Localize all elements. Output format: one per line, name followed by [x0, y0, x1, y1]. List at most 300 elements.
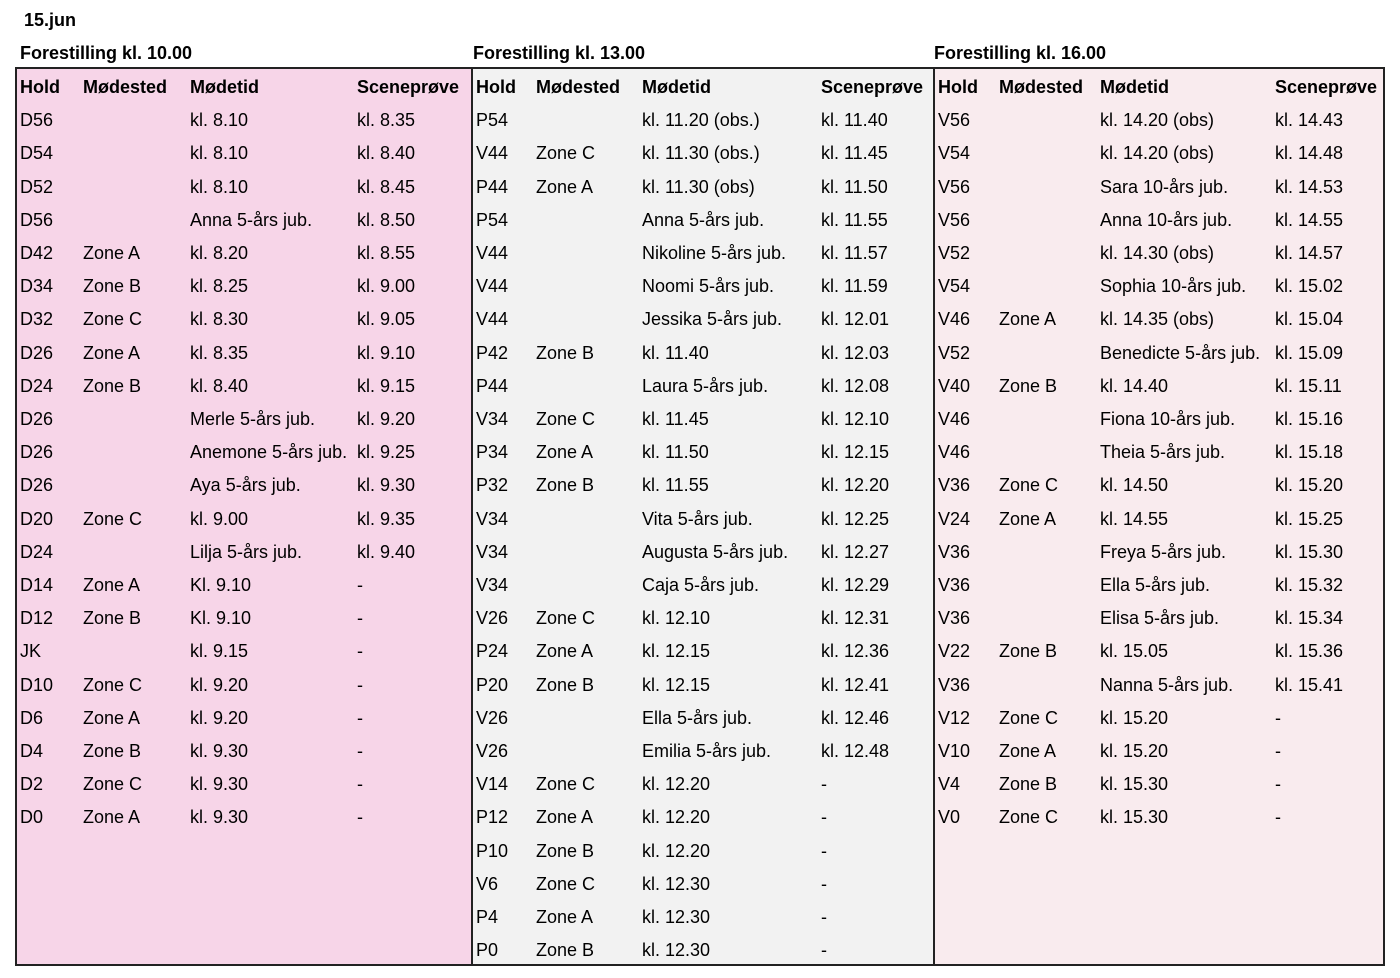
cell-sceneprove: - — [821, 907, 827, 927]
cell-modested: Zone B — [536, 475, 595, 496]
cell-sceneprove: kl. 12.41 — [821, 674, 890, 695]
table-row — [935, 503, 1383, 536]
cell-modetid: kl. 9.00 — [190, 508, 249, 529]
cell-modetid: Aya 5-års jub. — [190, 475, 301, 496]
cell-modetid: kl. 14.55 — [1100, 508, 1169, 529]
cell-modetid: kl. 11.50 — [642, 442, 709, 463]
section-title-1000: Forestilling kl. 10.00 — [20, 43, 193, 63]
table-row — [473, 801, 933, 834]
cell-modested: Zone C — [83, 508, 143, 529]
cell-hold: V14 — [476, 774, 509, 795]
cell-hold: V56 — [938, 176, 971, 197]
table-row — [935, 768, 1383, 801]
cell-modetid: kl. 12.15 — [642, 674, 711, 695]
cell-modetid: Caja 5-års jub. — [642, 575, 760, 595]
cell-hold: V22 — [938, 641, 971, 662]
cell-sceneprove: - — [821, 840, 827, 861]
cell-modested: Zone A — [999, 741, 1057, 761]
table-row — [935, 270, 1383, 303]
cell-modested: Zone A — [999, 508, 1057, 529]
cell-sceneprove: kl. 12.31 — [821, 608, 890, 629]
cell-modetid: Elisa 5-års jub. — [1100, 608, 1220, 629]
cell-modested: Zone B — [536, 840, 595, 861]
cell-hold: V36 — [938, 575, 971, 595]
cell-modetid: kl. 12.30 — [642, 940, 711, 961]
table-row — [935, 370, 1383, 403]
table-row — [935, 171, 1383, 204]
cell-sceneprove: kl. 12.25 — [821, 508, 890, 529]
cell-modetid: kl. 8.35 — [190, 342, 249, 363]
cell-sceneprove: kl. 15.16 — [1275, 409, 1344, 429]
cell-sceneprove: kl. 15.11 — [1275, 375, 1342, 396]
cell-modested: Zone C — [536, 774, 596, 795]
cell-hold: V44 — [476, 309, 509, 330]
cell-sceneprove: kl. 9.05 — [357, 309, 416, 330]
table-row — [17, 469, 471, 502]
table-row — [473, 702, 933, 735]
cell-modetid: kl. 8.40 — [190, 375, 249, 396]
table-row — [17, 337, 471, 370]
cell-modetid: Kl. 9.10 — [190, 608, 252, 629]
table-row — [473, 602, 933, 635]
cell-hold: V34 — [476, 409, 509, 429]
header-modested: Mødested — [999, 77, 1084, 97]
cell-sceneprove: kl. 12.08 — [821, 375, 890, 396]
cell-modetid: kl. 12.15 — [642, 641, 711, 662]
cell-sceneprove: kl. 8.35 — [357, 110, 416, 131]
cell-modetid: Anna 5-års jub. — [190, 209, 313, 230]
cell-sceneprove: kl. 12.10 — [821, 409, 890, 429]
cell-modetid: kl. 9.20 — [190, 707, 249, 728]
cell-sceneprove: kl. 11.55 — [821, 209, 888, 230]
cell-hold: D52 — [20, 176, 54, 197]
cell-hold: D34 — [20, 276, 54, 297]
cell-modetid: kl. 12.20 — [642, 807, 711, 828]
cell-modetid: kl. 14.40 — [1100, 375, 1169, 396]
cell-hold: V44 — [476, 143, 509, 164]
cell-modested: Zone A — [83, 243, 141, 263]
table-row — [473, 337, 933, 370]
cell-sceneprove: - — [357, 641, 363, 662]
cell-sceneprove: kl. 12.27 — [821, 541, 890, 562]
table-row — [935, 204, 1383, 237]
cell-modested: Zone A — [83, 342, 141, 363]
cell-modetid: kl. 12.20 — [642, 840, 711, 861]
cell-hold: V44 — [476, 243, 509, 263]
cell-modetid: kl. 11.45 — [642, 409, 709, 429]
cell-hold: P44 — [476, 176, 509, 197]
table-row — [473, 403, 933, 436]
cell-sceneprove: kl. 15.34 — [1275, 608, 1344, 629]
header-modetid: Mødetid — [642, 77, 711, 97]
section-title-1600: Forestilling kl. 16.00 — [934, 43, 1107, 63]
cell-modetid: Freya 5-års jub. — [1100, 541, 1227, 562]
cell-hold: D56 — [20, 110, 54, 131]
cell-sceneprove: kl. 15.41 — [1275, 674, 1344, 695]
cell-sceneprove: kl. 14.53 — [1275, 176, 1344, 197]
cell-hold: V52 — [938, 243, 971, 263]
cell-modested: Zone A — [83, 575, 141, 595]
cell-hold: D2 — [20, 774, 44, 795]
table-row — [473, 137, 933, 170]
cell-modested: Zone B — [83, 608, 142, 629]
cell-sceneprove: kl. 8.40 — [357, 143, 416, 164]
cell-sceneprove: - — [357, 608, 363, 629]
cell-modested: Zone A — [536, 442, 594, 463]
cell-modetid: Fiona 10-års jub. — [1100, 409, 1236, 429]
cell-hold: V54 — [938, 143, 971, 164]
cell-modested: Zone C — [999, 707, 1059, 728]
cell-hold: D20 — [20, 508, 54, 529]
table-row — [935, 669, 1383, 702]
cell-hold: V6 — [476, 873, 499, 894]
cell-sceneprove: kl. 9.25 — [357, 442, 416, 463]
cell-modested: Zone C — [83, 309, 143, 330]
cell-hold: D10 — [20, 674, 54, 695]
cell-sceneprove: - — [821, 873, 827, 894]
cell-sceneprove: kl. 14.48 — [1275, 143, 1344, 164]
table-row — [17, 137, 471, 170]
cell-hold: D26 — [20, 475, 54, 496]
cell-modetid: Vita 5-års jub. — [642, 508, 753, 529]
cell-hold: D26 — [20, 342, 54, 363]
cell-modested: Zone A — [83, 807, 141, 828]
cell-modetid: Theia 5-års jub. — [1100, 442, 1226, 463]
table-row — [17, 702, 471, 735]
cell-modetid: Anna 5-års jub. — [642, 209, 765, 230]
cell-sceneprove: kl. 15.25 — [1275, 508, 1344, 529]
cell-sceneprove: kl. 15.36 — [1275, 641, 1344, 662]
cell-modetid: Ella 5-års jub. — [1100, 575, 1211, 595]
cell-modetid: kl. 8.10 — [190, 143, 249, 164]
cell-modetid: kl. 14.20 (obs) — [1100, 110, 1215, 131]
table-row — [17, 104, 471, 137]
table-row — [935, 801, 1383, 834]
cell-modetid: kl. 11.20 (obs.) — [642, 110, 760, 131]
table-row — [17, 635, 471, 668]
cell-hold: V36 — [938, 608, 971, 629]
section-1000 — [17, 69, 471, 964]
table-row — [17, 801, 471, 834]
cell-sceneprove: kl. 9.40 — [357, 541, 416, 562]
cell-hold: V54 — [938, 276, 971, 297]
cell-sceneprove: kl. 9.20 — [357, 409, 416, 429]
cell-modetid: kl. 12.10 — [642, 608, 711, 629]
header-modested: Mødested — [83, 77, 168, 97]
cell-hold: D42 — [20, 243, 54, 263]
cell-hold: V24 — [938, 508, 971, 529]
cell-sceneprove: kl. 14.57 — [1275, 243, 1344, 263]
cell-hold: D0 — [20, 807, 44, 828]
table-row — [17, 370, 471, 403]
cell-sceneprove: kl. 9.10 — [357, 342, 416, 363]
cell-sceneprove: kl. 8.55 — [357, 243, 416, 263]
cell-sceneprove: - — [1275, 807, 1281, 828]
cell-modetid: kl. 9.30 — [190, 741, 249, 761]
header-row — [17, 71, 471, 104]
cell-modetid: kl. 11.55 — [642, 475, 709, 496]
cell-sceneprove: kl. 8.50 — [357, 209, 416, 230]
cell-sceneprove: kl. 9.00 — [357, 276, 416, 297]
cell-modetid: kl. 9.15 — [190, 641, 249, 662]
cell-modetid: kl. 14.50 — [1100, 475, 1169, 496]
cell-modested: Zone A — [536, 641, 594, 662]
cell-sceneprove: kl. 9.35 — [357, 508, 416, 529]
table-row — [935, 536, 1383, 569]
table-row — [17, 237, 471, 270]
cell-modetid: kl. 15.20 — [1100, 741, 1169, 761]
cell-hold: V46 — [938, 409, 971, 429]
cell-sceneprove: kl. 15.18 — [1275, 442, 1344, 463]
cell-hold: V34 — [476, 508, 509, 529]
cell-sceneprove: - — [1275, 741, 1281, 761]
table-row — [473, 635, 933, 668]
cell-hold: V56 — [938, 110, 971, 131]
cell-sceneprove: kl. 15.32 — [1275, 575, 1344, 595]
cell-modetid: Jessika 5-års jub. — [642, 309, 783, 330]
table-row — [935, 469, 1383, 502]
cell-sceneprove: kl. 12.29 — [821, 575, 890, 595]
cell-hold: D54 — [20, 143, 54, 164]
table-row — [935, 602, 1383, 635]
cell-sceneprove: kl. 12.20 — [821, 475, 890, 496]
cell-modetid: kl. 8.10 — [190, 110, 249, 131]
cell-modested: Zone C — [536, 143, 596, 164]
cell-modetid: kl. 8.30 — [190, 309, 249, 330]
cell-sceneprove: kl. 12.36 — [821, 641, 890, 662]
cell-sceneprove: kl. 8.45 — [357, 176, 416, 197]
cell-modetid: kl. 9.30 — [190, 807, 249, 828]
header-hold: Hold — [476, 77, 516, 97]
cell-hold: V34 — [476, 541, 509, 562]
cell-hold: V36 — [938, 674, 971, 695]
section-1600 — [933, 69, 1383, 964]
cell-hold: P44 — [476, 375, 509, 396]
cell-hold: V4 — [938, 774, 961, 795]
table-row — [935, 137, 1383, 170]
table-row — [935, 303, 1383, 336]
cell-modetid: Sophia 10-års jub. — [1100, 276, 1247, 297]
cell-modested: Zone B — [536, 674, 595, 695]
table-row — [17, 569, 471, 602]
cell-hold: V26 — [476, 707, 509, 728]
cell-sceneprove: - — [357, 774, 363, 795]
table-row — [935, 337, 1383, 370]
cell-sceneprove: - — [357, 807, 363, 828]
table-row — [935, 237, 1383, 270]
cell-modetid: kl. 11.30 (obs) — [642, 176, 755, 197]
cell-modetid: kl. 15.30 — [1100, 807, 1169, 828]
cell-modested: Zone C — [999, 475, 1059, 496]
cell-hold: V36 — [938, 541, 971, 562]
table-row — [935, 569, 1383, 602]
cell-modetid: Nanna 5-års jub. — [1100, 674, 1234, 695]
header-sceneprove: Sceneprøve — [357, 77, 460, 97]
cell-modetid: kl. 15.05 — [1100, 641, 1169, 662]
cell-modetid: Nikoline 5-års jub. — [642, 243, 787, 263]
table-row — [935, 735, 1383, 768]
cell-hold: P42 — [476, 342, 509, 363]
table-row — [473, 868, 933, 901]
cell-modetid: Anemone 5-års jub. — [190, 442, 348, 463]
cell-hold: V52 — [938, 342, 971, 363]
table-row — [17, 270, 471, 303]
cell-hold: P24 — [476, 641, 509, 662]
table-row — [473, 768, 933, 801]
cell-sceneprove: kl. 12.03 — [821, 342, 890, 363]
cell-sceneprove: kl. 11.59 — [821, 276, 888, 297]
section-1300 — [471, 69, 933, 964]
cell-hold: V10 — [938, 741, 971, 761]
cell-hold: D24 — [20, 375, 54, 396]
cell-sceneprove: - — [1275, 707, 1281, 728]
table-row — [473, 104, 933, 137]
header-row — [935, 71, 1383, 104]
header-row — [473, 71, 933, 104]
cell-modetid: kl. 14.20 (obs) — [1100, 143, 1215, 164]
cell-modested: Zone B — [999, 375, 1058, 396]
cell-modested: Zone B — [83, 276, 142, 297]
cell-sceneprove: kl. 12.15 — [821, 442, 890, 463]
cell-hold: V26 — [476, 741, 509, 761]
table-row — [473, 901, 933, 934]
cell-modetid: kl. 8.10 — [190, 176, 249, 197]
cell-modested: Zone C — [536, 608, 596, 629]
cell-hold: V46 — [938, 442, 971, 463]
cell-sceneprove: kl. 12.48 — [821, 741, 890, 761]
cell-hold: V46 — [938, 309, 971, 330]
cell-modetid: Emilia 5-års jub. — [642, 741, 772, 761]
cell-modetid: Sara 10-års jub. — [1100, 176, 1229, 197]
cell-sceneprove: kl. 9.30 — [357, 475, 416, 496]
header-modetid: Mødetid — [190, 77, 259, 97]
cell-modested: Zone C — [83, 674, 143, 695]
header-hold: Hold — [20, 77, 60, 97]
cell-modetid: Ella 5-års jub. — [642, 707, 753, 728]
cell-hold: P32 — [476, 475, 509, 496]
cell-modetid: Anna 10-års jub. — [1100, 209, 1233, 230]
table-row — [935, 104, 1383, 137]
table-row — [473, 569, 933, 602]
cell-modetid: Noomi 5-års jub. — [642, 276, 775, 297]
cell-modested: Zone A — [999, 309, 1057, 330]
cell-sceneprove: kl. 15.20 — [1275, 475, 1344, 496]
cell-hold: P20 — [476, 674, 509, 695]
cell-modetid: kl. 15.20 — [1100, 707, 1169, 728]
cell-hold: D26 — [20, 442, 54, 463]
cell-sceneprove: - — [357, 741, 363, 761]
cell-modested: Zone B — [536, 342, 595, 363]
table-row — [473, 303, 933, 336]
cell-modested: Zone B — [83, 375, 142, 396]
cell-hold: P10 — [476, 840, 509, 861]
cell-hold: V12 — [938, 707, 971, 728]
table-row — [17, 735, 471, 768]
table-row — [473, 835, 933, 868]
table-row — [17, 503, 471, 536]
cell-hold: D12 — [20, 608, 54, 629]
cell-modested: Zone C — [83, 774, 143, 795]
table-row — [935, 702, 1383, 735]
cell-hold: D6 — [20, 707, 44, 728]
cell-hold: P34 — [476, 442, 509, 463]
cell-sceneprove: - — [1275, 774, 1281, 795]
cell-modested: Zone A — [536, 807, 594, 828]
table-row — [473, 469, 933, 502]
cell-hold: P0 — [476, 940, 499, 961]
cell-hold: V40 — [938, 375, 971, 396]
table-row — [473, 436, 933, 469]
table-row — [17, 536, 471, 569]
cell-modetid: kl. 12.30 — [642, 873, 711, 894]
table-row — [17, 768, 471, 801]
cell-modetid: kl. 12.20 — [642, 774, 711, 795]
cell-modested: Zone B — [999, 774, 1058, 795]
cell-modetid: Kl. 9.10 — [190, 575, 252, 595]
table-row — [473, 536, 933, 569]
cell-sceneprove: kl. 14.55 — [1275, 209, 1344, 230]
cell-hold: V34 — [476, 575, 509, 595]
cell-hold: D14 — [20, 575, 54, 595]
cell-modetid: kl. 11.40 — [642, 342, 709, 363]
cell-modetid: Benedicte 5-års jub. — [1100, 342, 1261, 363]
cell-modested: Zone C — [536, 409, 596, 429]
cell-hold: JK — [20, 641, 42, 662]
cell-modested: Zone C — [536, 873, 596, 894]
cell-hold: V0 — [938, 807, 961, 828]
cell-sceneprove: - — [821, 807, 827, 828]
table-row — [473, 669, 933, 702]
cell-modetid: Laura 5-års jub. — [642, 375, 769, 396]
section-title-1300: Forestilling kl. 13.00 — [473, 43, 646, 63]
cell-sceneprove: kl. 15.02 — [1275, 276, 1344, 297]
table-row — [473, 237, 933, 270]
cell-sceneprove: kl. 12.01 — [821, 309, 890, 330]
table-row — [473, 735, 933, 768]
cell-sceneprove: kl. 11.45 — [821, 143, 888, 164]
cell-hold: D4 — [20, 741, 44, 761]
header-modested: Mødested — [536, 77, 621, 97]
cell-sceneprove: kl. 15.04 — [1275, 309, 1344, 330]
cell-modetid: Merle 5-års jub. — [190, 409, 316, 429]
cell-sceneprove: kl. 14.43 — [1275, 110, 1344, 131]
table-row — [17, 602, 471, 635]
cell-hold: D26 — [20, 409, 54, 429]
header-sceneprove: Sceneprøve — [821, 77, 924, 97]
cell-sceneprove: kl. 9.15 — [357, 375, 416, 396]
cell-hold: P54 — [476, 110, 509, 131]
cell-modetid: kl. 8.20 — [190, 243, 249, 263]
cell-modetid: kl. 15.30 — [1100, 774, 1169, 795]
table-row — [935, 635, 1383, 668]
table-row — [473, 370, 933, 403]
cell-modetid: Lilja 5-års jub. — [190, 541, 303, 562]
cell-modetid: kl. 12.30 — [642, 907, 711, 927]
cell-sceneprove: - — [821, 774, 827, 795]
cell-hold: P12 — [476, 807, 509, 828]
cell-hold: V26 — [476, 608, 509, 629]
table-row — [473, 171, 933, 204]
cell-sceneprove: kl. 11.50 — [821, 176, 888, 197]
table-row — [935, 436, 1383, 469]
cell-sceneprove: - — [357, 575, 363, 595]
cell-hold: V44 — [476, 276, 509, 297]
cell-sceneprove: kl. 12.46 — [821, 707, 890, 728]
cell-modetid: kl. 8.25 — [190, 276, 249, 297]
cell-modetid: kl. 14.35 (obs) — [1100, 309, 1215, 330]
cell-modested: Zone B — [536, 940, 595, 961]
cell-sceneprove: kl. 15.09 — [1275, 342, 1344, 363]
